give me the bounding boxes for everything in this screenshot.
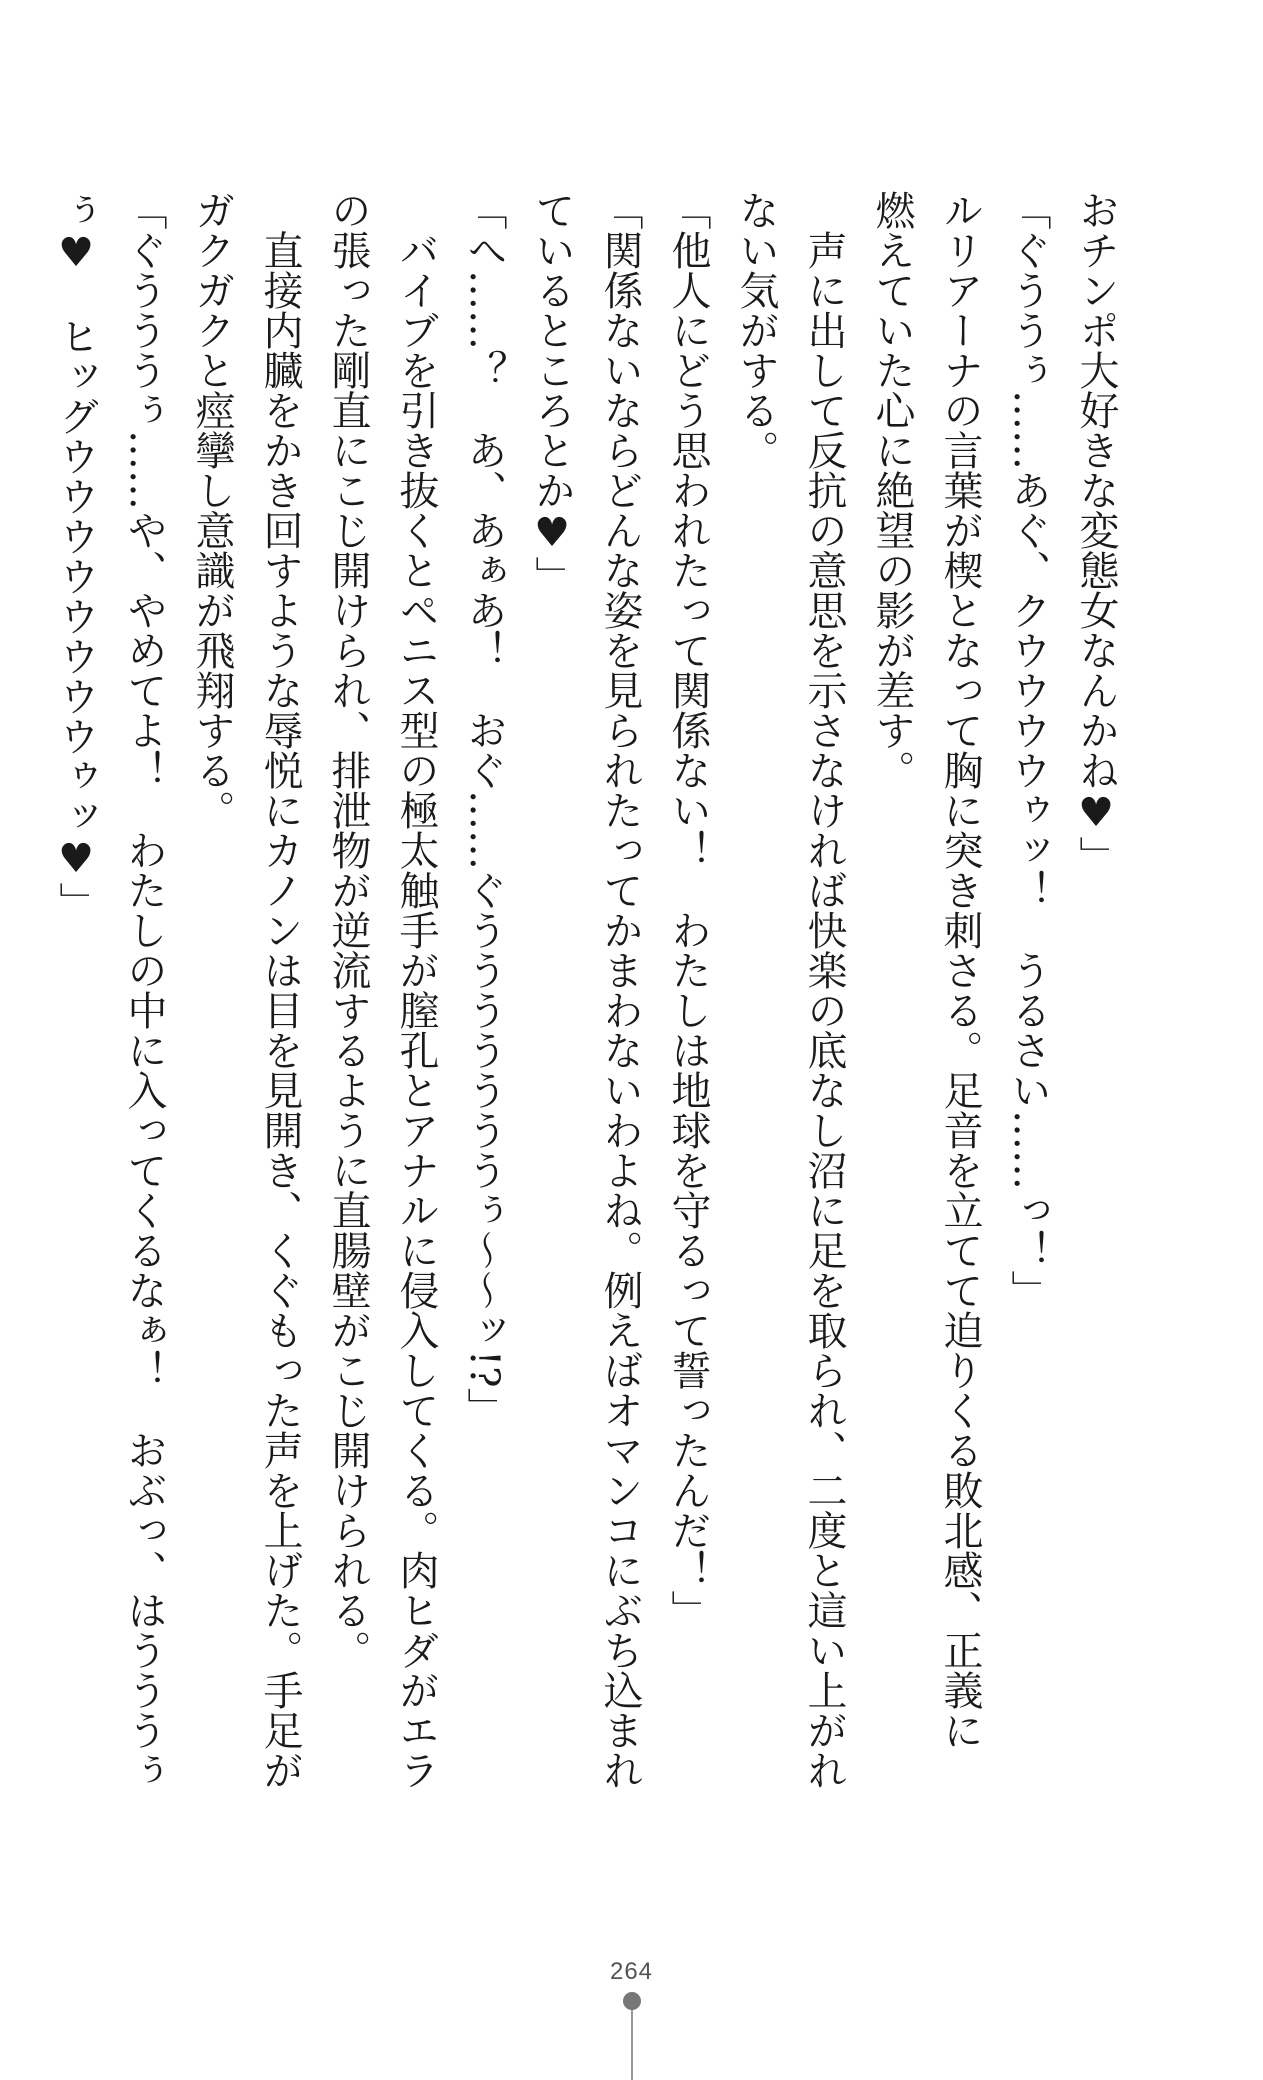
- text-line: の張った剛直にこじ開けられ、排泄物が逆流するように直腸壁がこじ開けられる。: [325, 190, 371, 1670]
- text-line: 「ぐううぅ……あぐ、クウウウウゥッ！ うるさい……っ！」: [1005, 190, 1051, 1310]
- body-text: [53, 190, 1130, 1970]
- text-line: ぅ♥ ヒッグウウウウウウウウゥッ♥」: [53, 190, 99, 922]
- text-line: おチンポ大好きな変態女なんかね♥」: [1073, 190, 1119, 876]
- text-line: ガクガクと痙攣し意識が飛翔する。: [189, 190, 235, 830]
- text-line: 直接内臓をかき回すような辱悦にカノンは目を見開き、くぐもった声を上げた。手足が: [257, 190, 303, 1790]
- text-line: ない気がする。: [733, 190, 779, 470]
- page-marker-dot: [623, 1992, 641, 2010]
- page-number: 264: [609, 1958, 654, 1985]
- text-line: ルリアーナの言葉が楔となって胸に突き刺さる。足音を立てて迫りくる敗北感、正義に: [937, 190, 983, 1750]
- page-marker-line: [631, 2010, 633, 2080]
- text-line: 「へ……？ あ、あぁあ！ おぐ……ぐうううううううぅ〜〜ッ!?」: [461, 190, 507, 1428]
- text-line: 声に出して反抗の意思を示さなければ快楽の底なし沼に足を取られ、二度と這い上がれ: [801, 190, 847, 1790]
- page-footer: [0, 1958, 1263, 2080]
- text-line: 燃えていた心に絶望の影が差す。: [869, 190, 915, 790]
- text-line: 「ぐうううぅ……や、やめてよ！ わたしの中に入ってくるなぁ！ おぶっ、はうううぅ: [121, 190, 167, 1790]
- text-line: 「関係ないならどんな姿を見られたってかまわないわよね。例えばオマンコにぶち込まれ: [597, 190, 643, 1790]
- text-line: 「他人にどう思われたって関係ない！ わたしは地球を守るって誓ったんだ！」: [665, 190, 711, 1630]
- text-line: バイブを引き抜くとペニス型の極太触手が膣孔とアナルに侵入してくる。肉ヒダがエラ: [393, 190, 439, 1790]
- text-line: ているところとか♥」: [529, 190, 575, 596]
